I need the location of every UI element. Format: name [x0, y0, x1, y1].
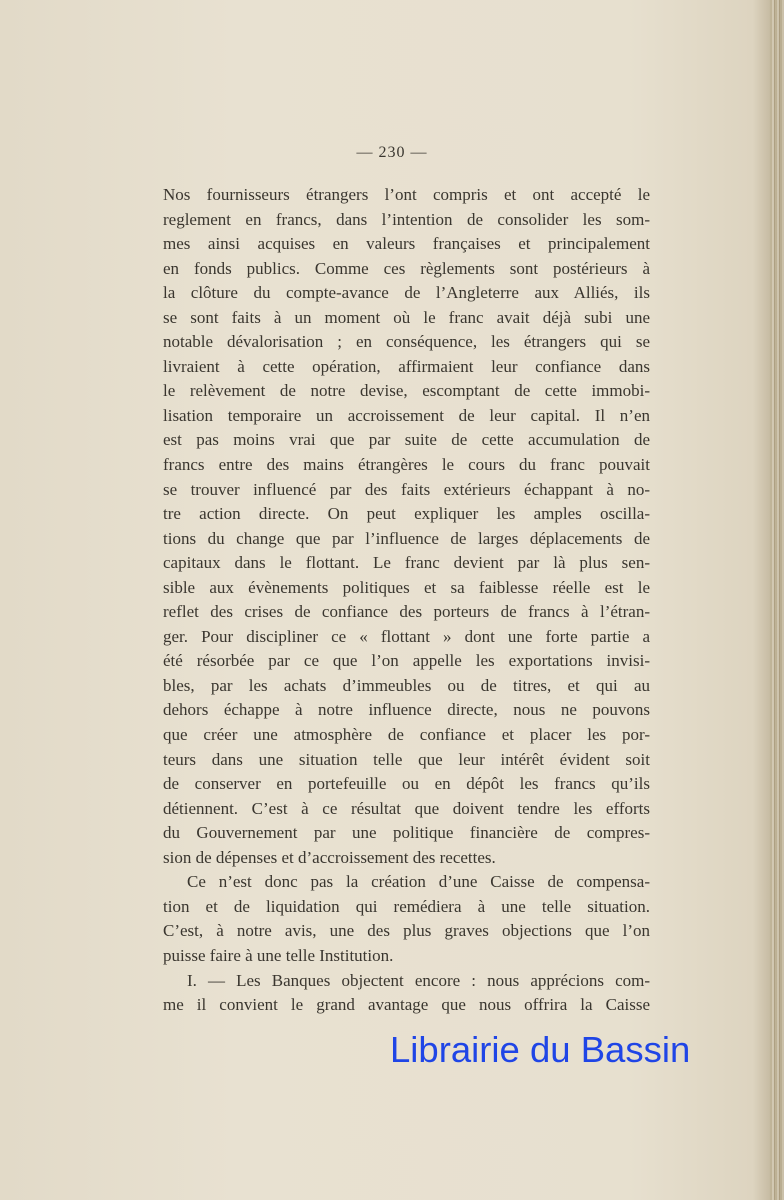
text-line: lisation temporaire un accroissement de leur capital. Il n’en — [163, 405, 650, 425]
text-line: francs entre des mains étrangères le cours du franc pouvait — [163, 455, 650, 475]
text-line: tions du change que par l’influence de larges déplacements de — [163, 528, 650, 548]
text-line: tre action directe. On peut expliquer les amples oscilla- — [163, 504, 650, 524]
text-line: le relèvement de notre devise, escomptant de cette immobi- — [163, 381, 650, 401]
text-line: notable dévalorisation ; en conséquence, les étrangers qui se — [163, 332, 650, 352]
text-line: mes ainsi acquises en valeurs françaises et principalement — [163, 234, 650, 254]
text-line: est pas moins vrai que par suite de cette accumulation de — [163, 430, 650, 450]
text-line: la clôture du compte-avance de l’Angleterre aux Alliés, ils — [163, 283, 650, 303]
text-line: se trouver influencé par des faits extérieurs échappant à no- — [163, 479, 650, 499]
text-line: reglement en francs, dans l’intention de consolider les som- — [163, 209, 650, 229]
text-line: teurs dans une situation telle que leur intérêt évident soit — [163, 749, 650, 769]
text-line: été résorbée par ce que l’on appelle les exportations invisi- — [163, 651, 650, 671]
text-line: en fonds publics. Comme ces règlements sont postérieurs à — [163, 258, 650, 278]
text-line: tion et de liquidation qui remédiera à une telle situation. — [163, 896, 650, 916]
text-line: Nos fournisseurs étrangers l’ont compris et ont accepté le — [163, 185, 650, 204]
text-line: détiennent. C’est à ce résultat que doivent tendre les efforts — [163, 798, 650, 818]
body-text — [163, 183, 650, 1018]
text-line: bles, par les achats d’immeubles ou de titres, et qui au — [163, 675, 650, 695]
page-edge — [770, 0, 784, 1200]
watermark: Librairie du Bassin — [390, 1029, 691, 1070]
text-line: se sont faits à un moment où le franc avait déjà subi une — [163, 307, 650, 327]
page-number: — 230 — — [356, 144, 428, 161]
text-line: livraient à cette opération, affirmaient leur confiance dans — [163, 356, 650, 376]
text-line: I. — Les Banques objectent encore : nous apprécions com- — [187, 970, 650, 990]
text-line: ger. Pour discipliner ce « flottant » dont une forte partie a — [163, 626, 650, 646]
text-line: sion de dépenses et d’accroissement des recettes. — [163, 847, 496, 867]
text-line: me il convient le grand avantage que nous offrira la Caisse — [163, 995, 650, 1015]
text-line: Ce n’est donc pas la création d’une Caisse de compensa- — [187, 872, 650, 892]
text-line: puisse faire à une telle Institution. — [163, 945, 394, 965]
text-line: que créer une atmosphère de confiance et placer les por- — [163, 725, 650, 745]
text-line: de conserver en portefeuille ou en dépôt les francs qu’ils — [163, 774, 650, 794]
text-line: reflet des crises de confiance des porteurs de francs à l’étran- — [163, 602, 650, 622]
text-line: du Gouvernement par une politique financière de compres- — [163, 823, 650, 843]
text-line: C’est, à notre avis, une des plus graves objections que l’on — [163, 921, 650, 941]
text-line: capitaux dans le flottant. Le franc devient par là plus sen- — [163, 553, 650, 573]
text-line: dehors échappe à notre influence directe, nous ne pouvons — [163, 700, 650, 720]
text-line: sible aux évènements politiques et sa faiblesse réelle est le — [163, 577, 650, 597]
